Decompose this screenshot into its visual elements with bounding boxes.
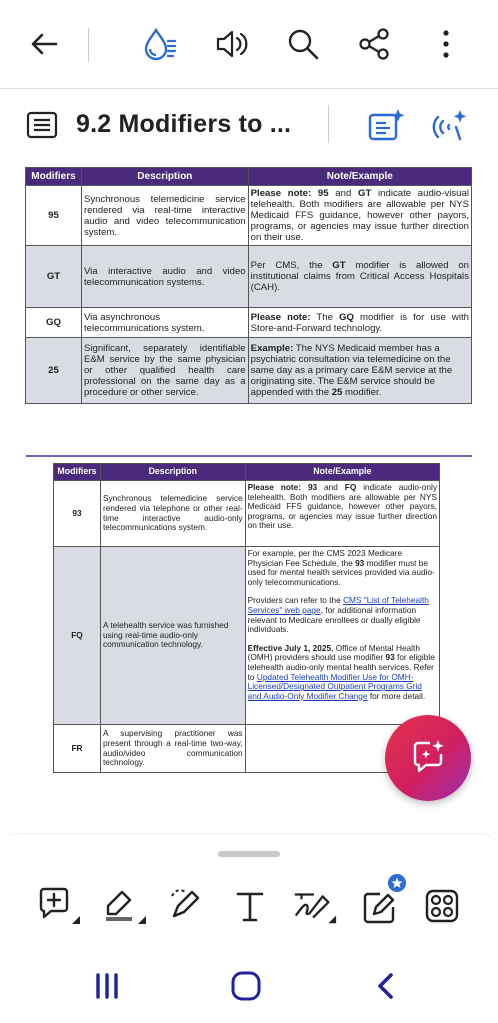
column-header: Modifiers: [26, 168, 82, 186]
modifier-note: Please note: The GQ modifier is for use with Store-and-Forward technology.: [248, 308, 471, 338]
home-icon[interactable]: [222, 964, 270, 1008]
modifier-description: Synchronous telemedicine service rendered via telephone or other real-time interactive audio-only telecommunications system.: [100, 481, 245, 547]
back-icon[interactable]: [362, 964, 410, 1008]
modifier-note: Per CMS, the GT modifier is allowed on institutional claims from Critical Access Hospitals (CAH).: [248, 246, 471, 308]
read-aloud-icon[interactable]: [211, 24, 251, 64]
modifier-code: FR: [54, 725, 101, 773]
table-row: [26, 338, 472, 404]
table-row: [54, 481, 440, 547]
modifier-note: Example: The NYS Medicaid member has a psychiatric consultation via telemedicine on the same day as a primary care E&M service at the originating site. The E&M service should be appended with the 25 modifier.: [248, 338, 471, 404]
column-header: Modifiers: [54, 464, 101, 481]
more-vert-icon[interactable]: [426, 24, 466, 64]
recents-icon[interactable]: [83, 964, 131, 1008]
liquid-mode-icon[interactable]: [139, 24, 179, 64]
ai-assistant-icon[interactable]: [430, 107, 470, 143]
text-icon[interactable]: [226, 884, 274, 928]
premium-badge-icon: [388, 874, 406, 892]
omh-modifier-grid-link[interactable]: Updated Telehealth Modifier Use for OMH-Licensed/Designated Outpatient Programs Grid and Audio-Only Modifier Change: [247, 671, 422, 701]
table-row: [54, 547, 440, 725]
modifier-description: Via asynchronous telecommunications system.: [81, 308, 248, 338]
all-tools-icon[interactable]: [418, 884, 466, 928]
modifier-description: Significant, separately identifiable E&M service by the same physician or other qualified health care professional on the same day as a procedure or other service.: [81, 338, 248, 404]
cms-telehealth-list-link[interactable]: CMS "List of Telehealth Services" web page: [247, 595, 429, 615]
modifier-code: FQ: [54, 547, 101, 725]
divider: [88, 28, 89, 62]
top-app-bar: [0, 0, 498, 88]
modifier-description: A supervising practitioner was present through a real-time two-way, audio/video communication technology.: [100, 725, 245, 773]
add-comment-icon[interactable]: [35, 884, 83, 928]
modifier-code: 25: [26, 338, 82, 404]
column-header: Note/Example: [248, 168, 471, 186]
share-icon[interactable]: [354, 24, 394, 64]
highlighter-icon[interactable]: [100, 884, 148, 928]
modifier-code: 93: [54, 481, 101, 547]
modifier-note: Please note: 93 and FQ indicate audio-only telehealth. Both modifiers are allowable per NYS Medicaid FFS guidance, however other payors, programs, or agencies may issue further direction on their use.: [245, 481, 439, 547]
divider: [328, 105, 329, 143]
modifier-description: A telehealth service was furnished using real-time audio-only communication technology.: [100, 547, 245, 725]
table-row: [26, 246, 472, 308]
back-arrow-icon[interactable]: [24, 24, 64, 64]
sheet-drag-handle[interactable]: [218, 851, 280, 857]
column-header: Note/Example: [245, 464, 439, 481]
modifier-description: Synchronous telemedicine service rendered via real-time interactive audio and video telecommunication system.: [81, 186, 248, 246]
sign-icon[interactable]: [290, 884, 338, 928]
document-outline-icon[interactable]: [26, 111, 58, 139]
page-divider: [26, 455, 472, 457]
page-title: 9.2 Modifiers to ...: [76, 110, 292, 138]
modifier-code: 95: [26, 186, 82, 246]
column-header: Description: [81, 168, 248, 186]
modifier-note: For example, per the CMS 2023 Medicare Physician Fee Schedule, the 93 modifier must be used for mental health services provided via audio-only telecommunications. Providers can refer to the CMS "List of Telehealth Services" web page, for additional information relevant to Medicare enrollees or dually eligible individuals. Effective July 1, 2025, Office of Mental Health (OMH) providers should use modifier 93 for eligible telehealth audio-only mental health services. Refer to Updated Telehealth Modifier Use for OMH-Licensed/Designated Outpatient Programs Grid and Audio-Only Modifier Change for more detail.: [245, 547, 439, 725]
table-row: [26, 186, 472, 246]
modifier-description: Via interactive audio and video telecommunication systems.: [81, 246, 248, 308]
modifier-code: GT: [26, 246, 82, 308]
modifier-note: Please note: 95 and GT indicate audio-visual telehealth. Both modifiers are allowable per NYS Medicaid FFS guidance, however other payors, programs, or agencies may issue further direction on their use.: [248, 186, 471, 246]
draw-icon[interactable]: [162, 884, 210, 928]
ai-assistant-fab[interactable]: [385, 715, 471, 801]
ai-summary-icon[interactable]: [366, 107, 406, 143]
column-header: Description: [100, 464, 245, 481]
modifiers-table-1: [25, 167, 472, 404]
table-row: [26, 308, 472, 338]
search-icon[interactable]: [283, 24, 323, 64]
modifier-code: GQ: [26, 308, 82, 338]
table-row: [54, 725, 440, 773]
modifiers-table-2: [53, 463, 440, 773]
ai-assistant-sparkle-icon: [410, 738, 446, 779]
